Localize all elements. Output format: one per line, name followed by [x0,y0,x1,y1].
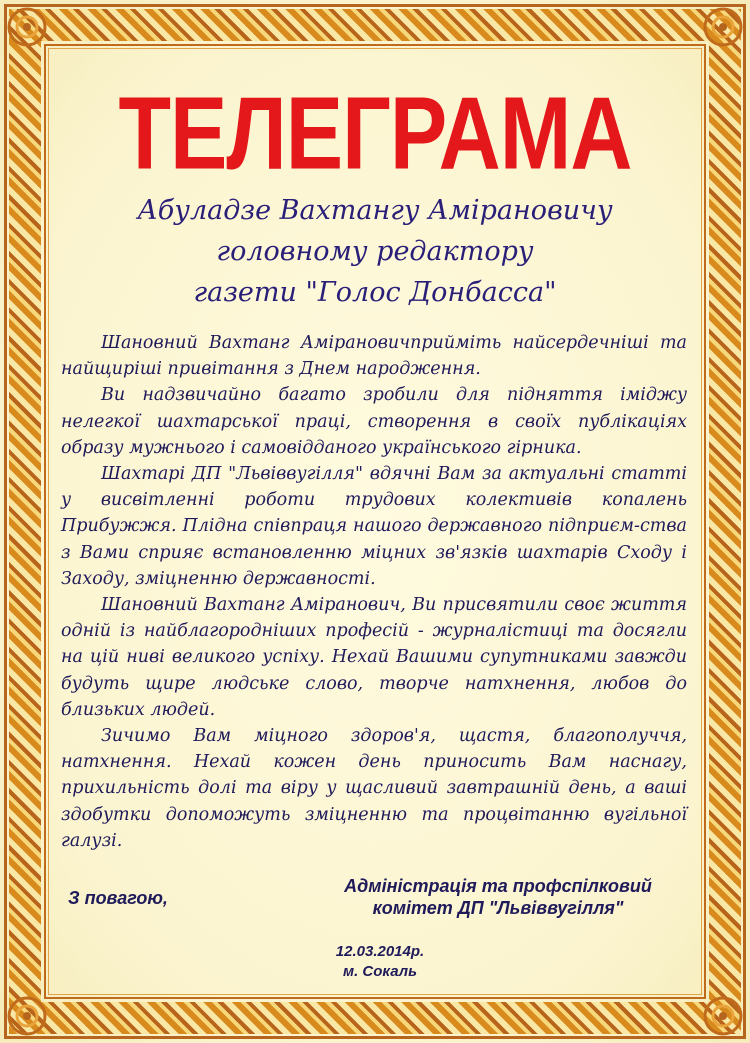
corner-ornament-icon [4,4,50,50]
corner-ornament-icon [700,993,746,1039]
addressee-position: головному редактору [216,236,534,267]
signatory-line-2: комітет ДП "Львіввугілля" [372,898,624,918]
corner-ornament-icon [700,4,746,50]
document-date: 12.03.2014р. [335,943,425,960]
corner-ornament-icon [4,993,50,1039]
message-body [61,330,687,854]
message-paragraph: Шановний Вахтанг Амірановичприйміть найсердечніші та найщиріші привітання з Днем народження. [61,333,687,380]
message-paragraph: Шахтарі ДП "Львіввугілля" вдячні Вам за актуальні статті у висвітленні роботи трудових колективів копалень Прибужжя. Плідна співпраця нашого державного підприєм-ства з Вами сприяє встановленню міцних зв'язків шахтарів Сходу і Заходу, зміцненню державності. [61,464,687,589]
addressee-block [60,190,690,313]
closing-phrase: З повагою, [68,888,168,908]
telegram-title: ТЕЛЕГРАМА [118,76,632,192]
message-paragraph: Ви надзвичайно багато зробили для підняття іміджу нелегкої шахтарської праці, створення в своїх публікаціях образу мужнього і самовідданого українського гірника. [61,385,687,458]
addressee-name: Абуладзе Вахтангу Амірановичу [137,195,613,226]
message-paragraph: Шановний Вахтанг Амiранович, Ви присвятили своє життя одній із найблагородніших професій - журналістиці та досягли на цій ниві великого успіху. Нехай Вашими супутниками завжди будуть щире людське слово, творче натхнення, любов до близьких людей. [61,595,687,720]
addressee-newspaper: газети "Голос Донбасса" [193,277,557,308]
signatory-block [318,875,678,919]
signatory-line-1: Адміністрація та профспілковий [344,876,652,896]
date-place-block [300,942,460,982]
document-place: м. Сокаль [343,963,417,980]
message-paragraph: Зичимо Вам міцного здоров'я, щастя, благополуччя, натхнення. Нехай кожен день приносить Вам наснагу, прихильність долі та віру у щасливий завтрашній день, а ваші здобутки допоможуть зміцненню та процвітанню вугільної галузі. [61,726,687,851]
